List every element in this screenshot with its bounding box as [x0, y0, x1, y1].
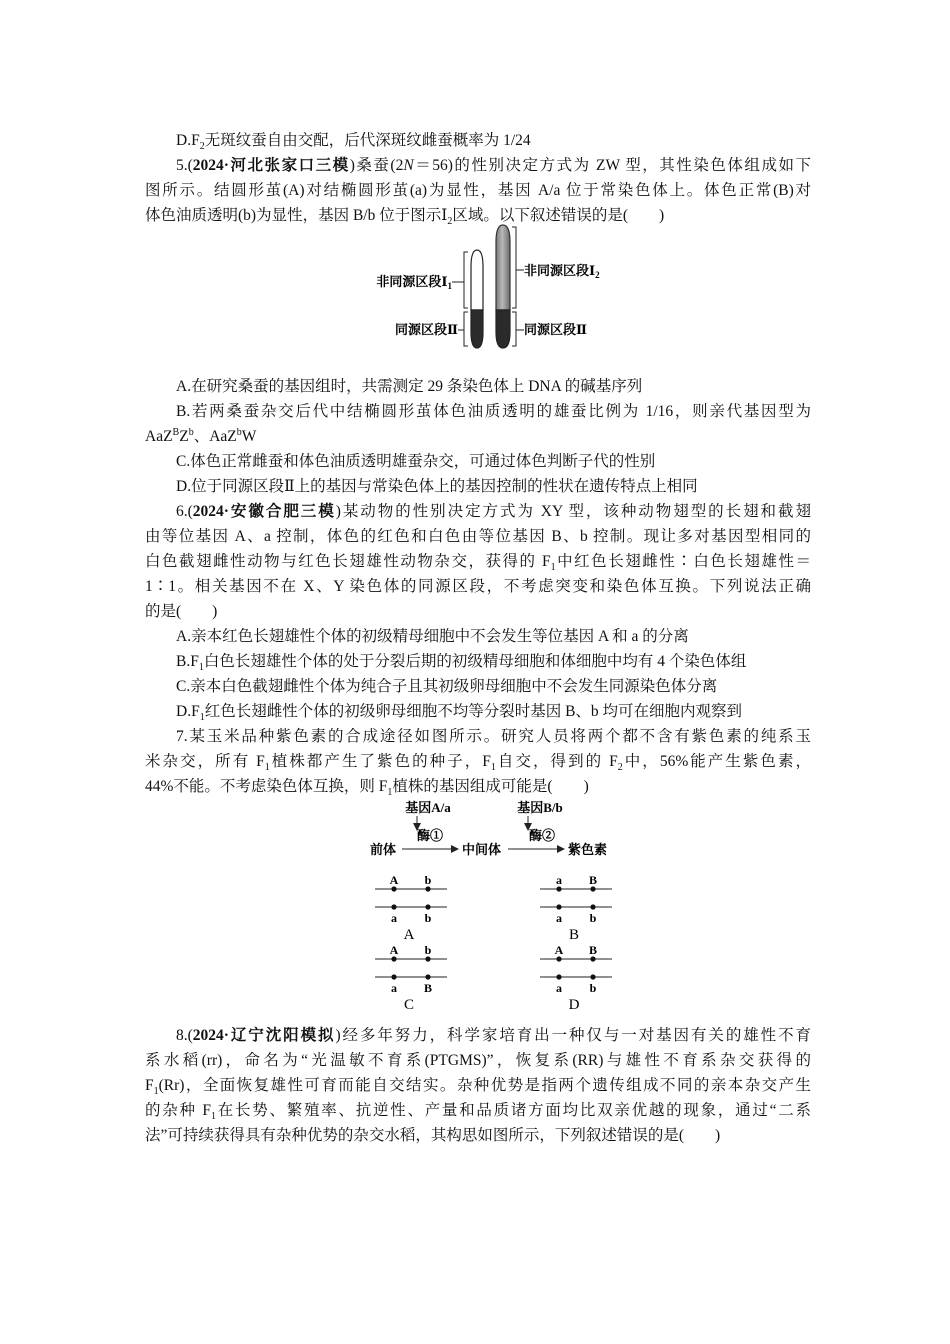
option-b-bottom-allele: a — [556, 911, 562, 925]
option-c-label: C — [403, 997, 415, 1013]
option-d-locus-dot — [556, 956, 561, 961]
q7-stem-line1: 7.某玉米品种紫色素的合成途径如图所示。研究人员将两个都不含有紫色素的纯系玉 — [176, 728, 811, 745]
option-a-locus-dot — [391, 886, 396, 891]
option-a-locus-dot — [391, 904, 396, 909]
label-homologous-left: 同源区段Ⅱ — [395, 322, 458, 337]
q5-source: 2024·河北张家口三模 — [192, 157, 350, 174]
q5-option-c: C.体色正常雌蚕和体色油质透明雄蚕杂交，可通过体色判断子代的性别 — [176, 453, 656, 470]
option-c-bottom-allele: a — [391, 981, 397, 995]
option-a-top-allele: b — [424, 873, 432, 887]
option-d-locus-dot — [556, 974, 561, 979]
q8-stem-line5: 法”可持续获得具有杂种优势的杂交水稻，其构思如图所示，下列叙述错误的是( ) — [145, 1127, 721, 1144]
q6-stem-line1: 6.(2024·安徽合肥三模)某动物的性别决定方式为 XY 型，该种动物翅型的长翅和截翅 — [176, 503, 811, 520]
q8-stem-line2: 系水稻(rr)，命名为“光温敏不育系(PTGMS)”，恢复系(RR)与雄性不育系杂交获得的 — [145, 1052, 811, 1069]
option-a-label: A — [403, 927, 415, 943]
option-a-locus-dot — [425, 904, 430, 909]
q6-stem-line5: 的是( ) — [145, 603, 218, 620]
pigment-label: 紫色素 — [568, 842, 608, 857]
q7-stem-line2: 米杂交，所有 $F_1$植株都产生了紫色的种子，$F_1$自交，得到的 $F_2$中，56%能产生紫色素， — [145, 753, 811, 774]
option-a-locus-dot — [425, 886, 430, 891]
option-c-locus-dot — [425, 974, 430, 979]
q6-stem-line2: 由等位基因 A、a 控制，体色的红色和白色由等位基因 B、b 控制。现让多对基因型相同的 — [145, 528, 811, 545]
option-c-locus-dot — [391, 956, 396, 961]
option-b-bottom-allele: b — [589, 911, 597, 925]
q5-option-b-line2: $AaZ^BZ^b$、AaZ$^b$W — [145, 426, 257, 445]
q5-option-b-line1: B.若两桑蚕杂交后代中结椭圆形茧体色油质透明的雄蚕比例为 1/16，则亲代基因型为 — [176, 403, 811, 420]
option-c-top-allele: A — [389, 943, 399, 957]
option-b-top-allele: B — [588, 873, 598, 887]
chromosome-gray-upper — [496, 225, 510, 310]
sex-chromosome-figure — [340, 222, 630, 357]
option-d-label: D — [568, 997, 580, 1013]
q6-option-d: $D.F_1$红色长翅雌性个体的初级卵母细胞不均等分裂时基因 B、b 均可在细胞内观察到 — [176, 703, 743, 724]
chromosome-white-upper — [471, 250, 483, 310]
option-d-bottom-allele: b — [589, 981, 597, 995]
q6-option-a: A.亲本红色长翅雄性个体的初级精母细胞中不会发生等位基因 A 和 a 的分离 — [176, 628, 689, 645]
option-c-locus-dot — [391, 974, 396, 979]
precursor-label: 前体 — [370, 842, 397, 857]
option-b-locus-dot — [556, 886, 561, 891]
q8-source: 2024·辽宁沈阳模拟 — [192, 1027, 336, 1044]
q6-stem-line4: 1∶1。相关基因不在 X、Y 染色体的同源区段，不考虑突变和染色体互换。下列说法正确 — [145, 578, 811, 595]
q8-stem-line4: 的杂种 $F_1$在长势、繁殖率、抗逆性、产量和品质诸方面均比双亲优越的现象，通过“二系 — [145, 1102, 811, 1123]
option-b-locus-dot — [590, 886, 595, 891]
gene-b-label: 基因B/b — [517, 800, 563, 815]
option-a-top-allele: A — [389, 873, 399, 887]
q5-option-a: A.在研究桑蚕的基因组时，共需测定 29 条染色体上 DNA 的碱基序列 — [176, 378, 643, 395]
q4-option-d: $D.F_2$无斑纹蚕自由交配，后代深斑纹雌蚕概率为 1/24 — [176, 132, 531, 153]
option-c-top-allele: b — [424, 943, 432, 957]
label-nonhomologous-i1: 非同源区段$Ⅰ_1$ — [376, 274, 452, 291]
option-d-top-allele: B — [588, 943, 598, 957]
option-b-locus-dot — [556, 904, 561, 909]
option-b-locus-dot — [590, 904, 595, 909]
gene-a-label: 基因A/a — [405, 800, 451, 815]
option-d-bottom-allele: a — [556, 981, 562, 995]
option-b-top-allele: a — [556, 873, 562, 887]
q5-option-d: D.位于同源区段Ⅱ上的基因与常染色体上的基因控制的性状在遗传特点上相同 — [176, 478, 698, 495]
q6-option-b: $B.F_1$白色长翅雄性个体的处于分裂后期的初级精母细胞和体细胞中均有 4 个染色体组 — [176, 653, 747, 674]
option-b-label: B — [568, 927, 580, 943]
chromosome-white-homologous — [471, 310, 483, 348]
option-c-locus-dot — [425, 956, 430, 961]
q6-source: 2024·安徽合肥三模 — [192, 503, 336, 520]
option-d-top-allele: A — [554, 943, 564, 957]
label-nonhomologous-i2: 非同源区段$Ⅰ_2$ — [524, 263, 600, 280]
option-d-locus-dot — [590, 956, 595, 961]
option-d-locus-dot — [590, 974, 595, 979]
label-homologous-right: 同源区段Ⅱ — [524, 322, 587, 337]
q6-option-c: C.亲本白色截翅雌性个体为纯合子且其初级卵母细胞中不会发生同源染色体分离 — [176, 678, 718, 695]
option-a-bottom-allele: a — [391, 911, 397, 925]
q7-stem-line3: 44%不能。不考虑染色体互换，则 $F_1$植株的基因组成可能是( ) — [145, 778, 589, 799]
option-a-bottom-allele: b — [424, 911, 432, 925]
intermediate-label: 中间体 — [462, 842, 502, 857]
enzyme-1-label: 酶① — [416, 828, 444, 843]
enzyme-2-label: 酶② — [528, 828, 556, 843]
q5-stem-line2: 图所示。结圆形茧(A)对结椭圆形茧(a)为显性，基因 A/a 位于常染色体上。体色正常(B)对 — [145, 182, 811, 199]
q5-stem-line1: 5.(2024·河北张家口三模)桑蚕(2N＝56)的性别决定方式为 ZW 型，其性染色体组成如下 — [176, 157, 812, 174]
q5-stem-line3: 体色油质透明(b)为显性，基因 B/b 位于图示$Ⅰ_2$区域。以下叙述错误的是( ) — [145, 207, 665, 228]
genotype-options-figure — [360, 866, 620, 1016]
chromosome-gray-homologous — [496, 310, 510, 348]
q8-stem-line1: 8.(2024·辽宁沈阳模拟)经多年努力，科学家培育出一种仅与一对基因有关的雄性不育 — [176, 1027, 812, 1044]
pathway-figure — [360, 798, 620, 860]
option-c-bottom-allele: B — [423, 981, 433, 995]
q6-stem-line3: 白色截翅雌性动物与红色长翅雄性动物杂交，获得的 $F_1$中红色长翅雌性∶白色长翅雄性＝ — [145, 553, 811, 574]
q8-stem-line3: $F_1(Rr)$，全面恢复雄性可育而能自交结实。杂种优势是指两个遗传组成不同的亲本杂交产生 — [145, 1077, 811, 1098]
